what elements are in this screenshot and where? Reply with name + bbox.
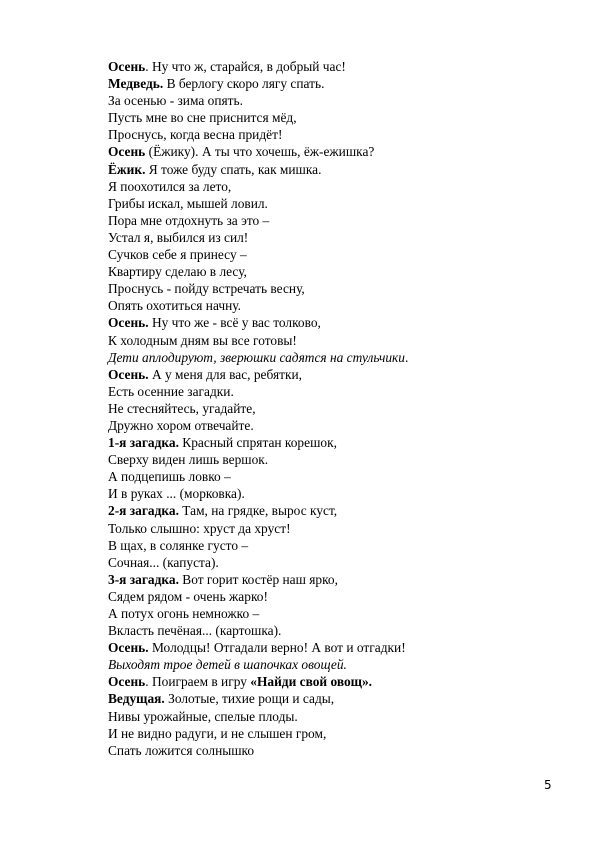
line-text: Проснусь - пойду встречать весну, <box>108 281 305 297</box>
speaker-name: Осень <box>108 144 146 160</box>
text-line <box>108 195 558 212</box>
text-line <box>108 690 558 707</box>
text-line <box>108 588 558 605</box>
text-line <box>108 297 558 314</box>
text-line <box>108 520 558 537</box>
line-text: Сверху виден лишь вершок. <box>108 452 269 468</box>
line-tail: . <box>405 349 409 365</box>
line-text: В берлогу скоро лягу спать. <box>163 76 325 92</box>
line-text: А подцепишь ловко – <box>108 469 231 485</box>
line-text: (Ёжику). А ты что хочешь, ёж-ежишка? <box>145 144 375 160</box>
text-line <box>108 468 558 485</box>
game-title: «Найди свой овощ». <box>250 674 373 690</box>
text-line <box>108 708 558 725</box>
text-line <box>108 502 558 519</box>
line-text: Нивы урожайные, спелые плоды. <box>108 708 298 724</box>
text-line <box>108 742 558 759</box>
text-line <box>108 280 558 297</box>
text-line <box>108 554 558 571</box>
line-text: Не стесняйтесь, угадайте, <box>108 400 256 416</box>
speaker-name: Осень <box>108 59 146 74</box>
text-line <box>108 58 558 75</box>
line-text: Выходят трое детей в шапочках овощей. <box>108 657 347 673</box>
text-line <box>108 485 558 502</box>
line-text: . Поиграем в игру <box>145 674 251 690</box>
line-text: Спать ложится солнышко <box>108 742 255 758</box>
speaker-name: Ведущая. <box>108 691 165 707</box>
line-text: И не видно радуги, и не слышен гром, <box>108 725 327 741</box>
script-text <box>108 58 558 759</box>
line-text: А у меня для вас, ребятки, <box>148 366 303 382</box>
text-line <box>108 126 558 143</box>
line-text: Я поохотился за лето, <box>108 178 232 194</box>
line-text: Молодцы! Отгадали верно! А вот и отгадки! <box>148 640 406 656</box>
text-line <box>108 605 558 622</box>
text-line <box>108 75 558 92</box>
text-line <box>108 332 558 349</box>
line-text: И в руках ... (морковка). <box>108 486 245 502</box>
text-line <box>108 622 558 639</box>
text-line <box>108 178 558 195</box>
line-text: Опять охотиться начну. <box>108 298 241 314</box>
text-line <box>108 383 558 400</box>
text-line <box>108 263 558 280</box>
speaker-name: 2-я загадка. <box>108 503 179 519</box>
text-line <box>108 417 558 434</box>
text-line <box>108 314 558 331</box>
speaker-name: Осень. <box>108 640 149 656</box>
line-text: Есть осенние загадки. <box>108 383 234 399</box>
line-text: . Ну что ж, старайся, в добрый час! <box>145 59 346 74</box>
speaker-name: Осень. <box>108 366 149 382</box>
line-text: Сядем рядом - очень жарко! <box>108 588 268 604</box>
speaker-name: Осень. <box>108 315 149 331</box>
line-text: Только слышно: хруст да хруст! <box>108 520 291 536</box>
text-line <box>108 434 558 451</box>
line-text: Пусть мне во сне приснится мёд, <box>108 110 297 126</box>
text-line <box>108 673 558 690</box>
text-line <box>108 451 558 468</box>
line-text: Грибы искал, мышей ловил. <box>108 195 268 211</box>
text-line <box>108 109 558 126</box>
speaker-name: Осень <box>108 674 146 690</box>
speaker-name: 1-я загадка. <box>108 435 179 451</box>
text-line <box>108 92 558 109</box>
text-line <box>108 161 558 178</box>
line-text: Устал я, выбился из сил! <box>108 229 249 245</box>
text-line <box>108 656 558 673</box>
line-text: Сочная... (капуста). <box>108 554 219 570</box>
line-text: Красный спрятан корешок, <box>178 435 337 451</box>
line-text: Там, на грядке, вырос куст, <box>178 503 338 519</box>
line-text: Проснусь, когда весна придёт! <box>108 127 283 143</box>
text-line <box>108 537 558 554</box>
text-line <box>108 725 558 742</box>
text-line <box>108 571 558 588</box>
page-number: 5 <box>544 778 552 792</box>
speaker-name: 3-я загадка. <box>108 571 179 587</box>
line-text: За осенью - зима опять. <box>108 93 243 109</box>
text-line <box>108 143 558 160</box>
text-line <box>108 212 558 229</box>
line-text: Я тоже буду спать, как мишка. <box>145 161 322 177</box>
line-text: Золотые, тихие рощи и сады, <box>164 691 335 707</box>
line-text: Квартиру сделаю в лесу, <box>108 264 247 280</box>
text-line <box>108 349 558 366</box>
line-text: В щах, в солянке густо – <box>108 537 249 553</box>
speaker-name: Ёжик. <box>108 161 146 177</box>
line-text: Пора мне отдохнуть за это – <box>108 212 270 228</box>
line-text: Вкласть печёная... (картошка). <box>108 623 282 639</box>
line-text: Вот горит костёр наш ярко, <box>178 571 338 587</box>
text-line <box>108 229 558 246</box>
line-text: А потух огонь немножко – <box>108 606 260 621</box>
text-line <box>108 246 558 263</box>
text-line <box>108 366 558 383</box>
line-text: К холодным дням вы все готовы! <box>108 332 297 348</box>
speaker-name: Медведь. <box>108 76 164 92</box>
line-text: Сучков себе я принесу – <box>108 247 247 263</box>
line-text: Ну что же - всё у вас толково, <box>148 315 321 331</box>
text-line <box>108 639 558 656</box>
text-line <box>108 400 558 417</box>
line-text: Дружно хором отвечайте. <box>108 417 254 433</box>
line-text: Дети аплодируют, зверюшки садятся на стульчики <box>108 349 406 365</box>
